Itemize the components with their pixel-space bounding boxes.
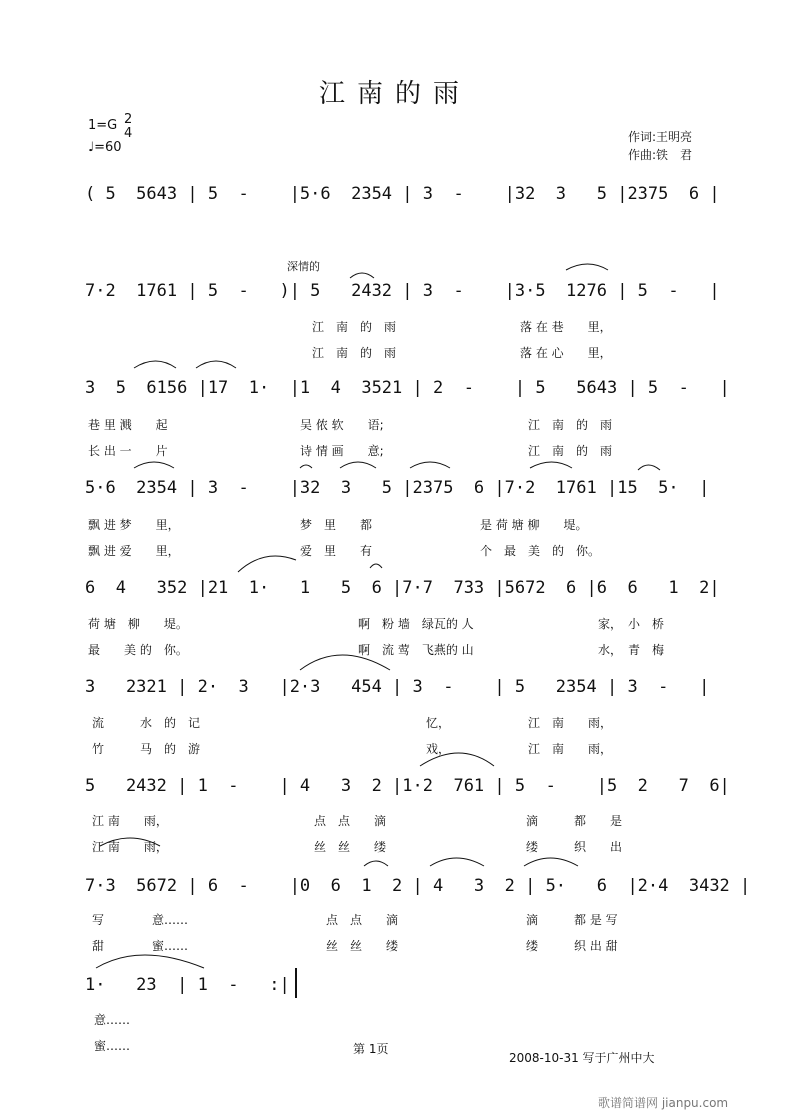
score-row-2: 7·2 1761 | 5 - )| 5 2432 | 3 - |3·5 1276 | 5 - |: [85, 281, 720, 301]
lyric-line: 点 点 滴: [326, 913, 399, 927]
lyric-line: 啊 流 莺 飞燕的 山: [358, 643, 474, 657]
lyric-line: 江 南 的 雨: [528, 444, 613, 458]
slur: [420, 753, 494, 766]
time-signature-bottom: 4: [124, 126, 133, 141]
slur: [100, 838, 160, 846]
slur: [350, 273, 374, 278]
lyric-line: 飘 进 爱 里，: [88, 544, 180, 558]
slur: [196, 361, 236, 368]
page-number: 第 1页: [353, 1042, 389, 1056]
lyric-line: 丝 丝 缕: [326, 939, 399, 953]
slur: [134, 462, 174, 468]
lyric-line: 滴 都 是 写: [526, 913, 618, 927]
lyric-line: 个 最 美 的 你。: [480, 544, 601, 558]
score-row-7: 5 2432 | 1 - | 4 3 2 |1·2 761 | 5 - |5 2 7 6|: [85, 776, 730, 796]
slur: [370, 564, 382, 568]
lyric-line: 江 南 雨，: [92, 814, 168, 828]
lyric-line: 落 在 心 里，: [520, 346, 612, 360]
lyric-line: 诗 情 画 意;: [300, 444, 384, 458]
slur: [430, 858, 484, 866]
lyric-line: 水， 青 梅: [598, 643, 665, 657]
slur: [530, 462, 572, 468]
lyric-line: 缕 织 出: [526, 840, 623, 854]
watermark: 歌谱简谱网 jianpu.com: [598, 1096, 729, 1110]
lyric-line: 竹 马 的 游: [92, 742, 201, 756]
slur: [134, 361, 176, 368]
lyric-line: 点 点 滴: [314, 814, 387, 828]
lyric-line: 啊 粉 墙 绿瓦的 人: [358, 617, 474, 631]
lyric-line: 蜜……: [94, 1039, 131, 1053]
lyric-line: 意……: [94, 1013, 131, 1027]
slur: [300, 655, 390, 670]
score-row-3: 3 5 6156 |17 1· |1 4 3521 | 2 - | 5 5643 | 5 - |: [85, 378, 730, 398]
lyricist: 作词:王明亮: [628, 130, 693, 144]
lyric-line: 长 出 一 片: [88, 444, 168, 458]
lyric-line: 甜 蜜……: [92, 939, 189, 953]
slur: [638, 465, 660, 470]
score-row-8: 7·3 5672 | 6 - |0 6 1 2 | 4 3 2 | 5· 6 |2·4 3432 |: [85, 876, 751, 896]
lyric-line: 是 荷 塘 柳 堤。: [480, 518, 588, 532]
song-title: 江南的雨: [318, 79, 471, 109]
lyric-line: 最 美 的 你。: [88, 643, 188, 657]
lyric-line: 梦 里 都: [300, 518, 373, 532]
lyric-line: 江 南 雨，: [528, 742, 613, 756]
lyric-line: 江 南 的 雨: [312, 320, 397, 334]
slur: [524, 858, 578, 866]
slur: [300, 465, 312, 468]
slur: [364, 861, 388, 866]
slur: [566, 264, 608, 270]
lyric-line: 滴 都 是: [526, 814, 623, 828]
lyric-line: 江 南 雨，: [92, 840, 168, 854]
composer: 作曲:铁 君: [628, 148, 693, 162]
expression-marking: 深情的: [287, 260, 320, 273]
score-row-5: 6 4 352 |21 1· 1 5 6 |7·7 733 |5672 6 |6 6 1 2|: [85, 578, 720, 598]
lyric-line: 缕 织 出 甜: [526, 939, 618, 953]
key-label: 1=G: [88, 118, 118, 133]
lyric-line: 忆，: [426, 716, 451, 730]
lyric-line: 丝 丝 缕: [314, 840, 387, 854]
quarter-note-icon: ♩: [88, 140, 95, 155]
slur: [238, 556, 296, 572]
lyric-line: 荷 塘 柳 堤。: [88, 617, 188, 631]
score-row-6: 3 2321 | 2· 3 |2·3 454 | 3 - | 5 2354 | 3 - |: [85, 677, 710, 697]
lyric-line: 飘 进 梦 里，: [88, 518, 180, 532]
lyric-line: 流 水 的 记: [92, 716, 201, 730]
score-row-4: 5·6 2354 | 3 - |32 3 5 |2375 6 |7·2 1761 |15 5· |: [85, 478, 710, 498]
lyric-line: 江 南 雨，: [528, 716, 613, 730]
lyric-line: 江 南 的 雨: [312, 346, 397, 360]
tempo-value: =60: [94, 140, 122, 155]
slur: [340, 462, 376, 468]
score-row-1: ( 5 5643 | 5 - |5·6 2354 | 3 - |32 3 5 |2375 6 |: [85, 184, 720, 204]
lyric-line: 吴 侬 软 语;: [300, 418, 384, 432]
footer-date: 2008-10-31 写于广州中大: [509, 1051, 655, 1065]
lyric-line: 戏，: [426, 742, 451, 756]
lyric-line: 爱 里 有: [300, 544, 373, 558]
time-signature-top: 2: [124, 112, 133, 127]
slur: [96, 955, 204, 968]
lyric-line: 落 在 巷 里，: [520, 320, 612, 334]
lyric-line: 写 意……: [92, 913, 189, 927]
score-row-9: 1· 23 | 1 - :|: [85, 975, 290, 995]
slur: [410, 462, 450, 468]
lyric-line: 家， 小 桥: [598, 617, 665, 631]
lyric-line: 江 南 的 雨: [528, 418, 613, 432]
lyric-line: 巷 里 溅 起: [88, 418, 168, 432]
